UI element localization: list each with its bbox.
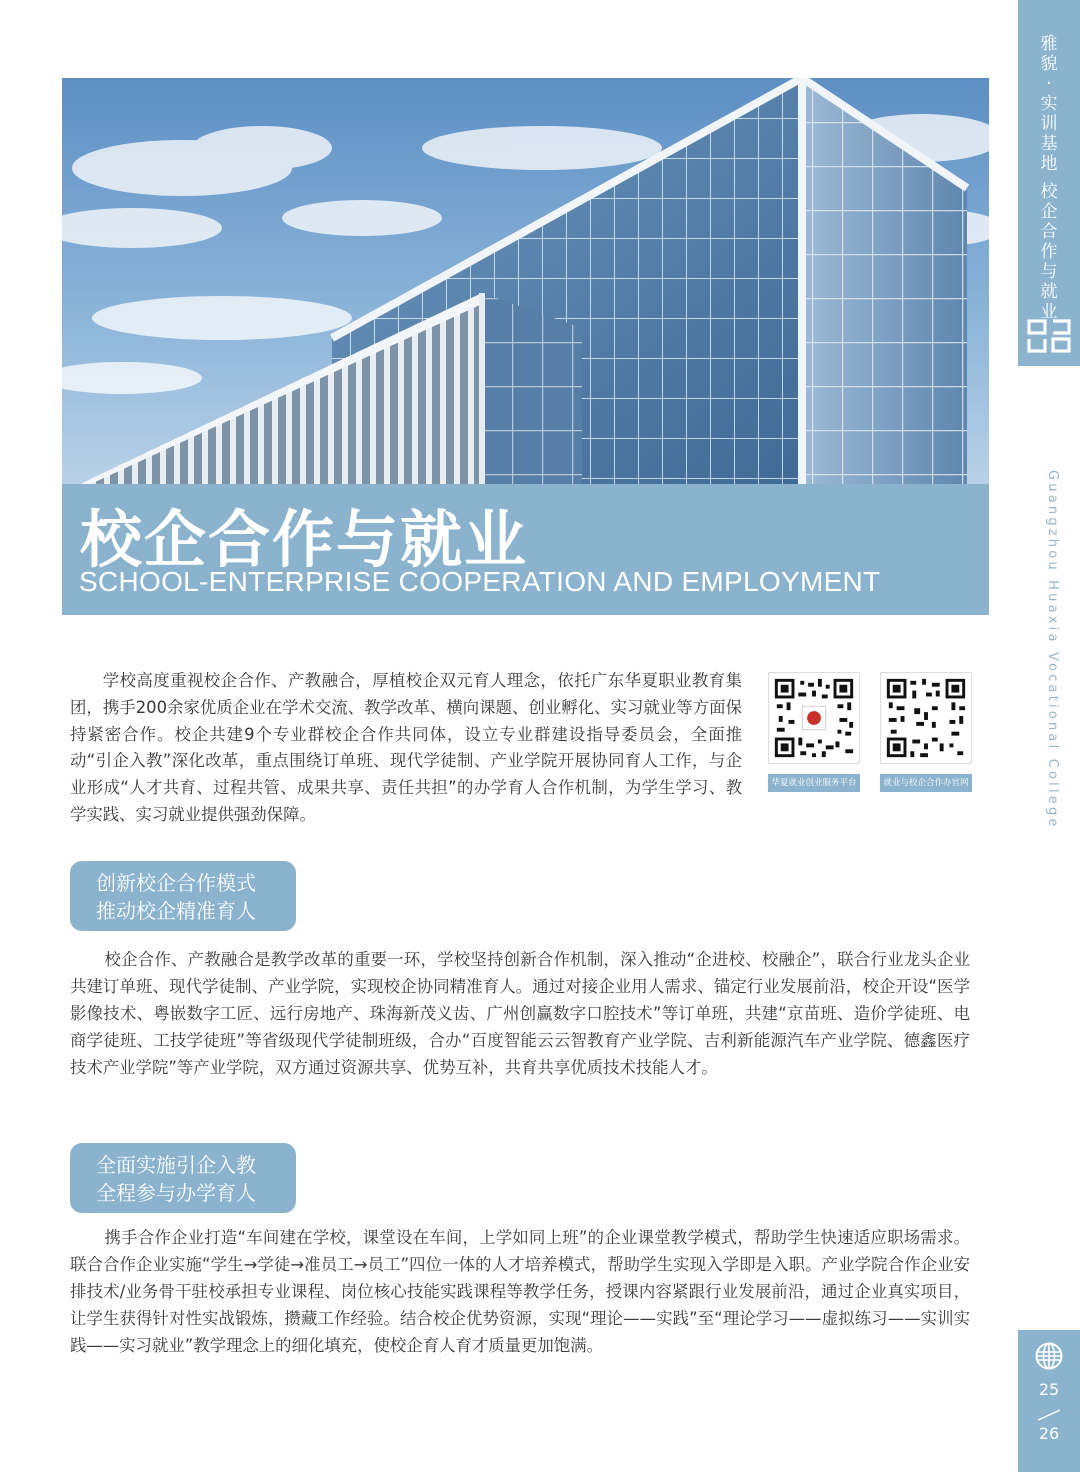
college-name-vertical: Guangzhou Huaxia Vocational College	[1045, 470, 1060, 830]
side-char: 企	[1040, 202, 1058, 222]
page-separator	[1036, 1408, 1062, 1422]
section-heading-2	[70, 1143, 296, 1213]
side-char: 貌	[1040, 54, 1058, 74]
side-char: 训	[1040, 114, 1058, 134]
side-char: 合	[1040, 222, 1058, 242]
page-number-left: 25	[1038, 1380, 1060, 1399]
side-spacer	[1018, 174, 1080, 182]
page-number-tab	[1018, 1330, 1080, 1472]
side-char: 作	[1040, 242, 1058, 262]
college-logo-icon	[1025, 318, 1073, 354]
side-char: 与	[1040, 262, 1058, 282]
section-paragraph-1: 校企合作、产教融合是教学改革的重要一环，学校坚持创新合作机制，深入推动“企进校、校融企”，联合行业龙头企业共建订单班、现代学徒制、产业学院，实现校企协同精准育人。通过对接企业用人需求、锚定行业发展前沿，校企开设“医学影像技术、粤嵌数字工匠、远行房地产、珠海新茂义齿、广州创赢数字口腔技术”等订单班，共建“京苗班、造价学徒班、电商学徒班、工技学徒班”等省级现代学徒制班级，合办“百度智能云云智教育产业学院、吉利新能源汽车产业学院、德鑫医疗技术产业学院”等产业学院，双方通过资源共享、优势互补，共育共享优质技术技能人才。	[70, 950, 970, 1077]
section-heading-line: 创新校企合作模式	[96, 871, 256, 895]
intro-paragraph: 学校高度重视校企合作、产教融合，厚植校企双元育人理念，依托广东华夏职业教育集团，携手200余家优质企业在学术交流、教学改革、横向课题、创业孵化、实习就业等方面保持紧密合作。校企共建9个专业群校企合作共同体，设立专业群建设指导委员会，全面推动“引企入教”深化改革，重点围绕订单班、现代学徒制、产业学院开展协同育人工作，与企业形成“人才共育、过程共管、成果共享、责任共担”的办学育人合作机制，为学生学习、教学实践、实习就业提供强劲保障。	[70, 671, 742, 824]
side-char: 业	[1040, 302, 1058, 322]
qr-caption: 就业与校企合作办官网	[880, 774, 972, 792]
side-char: 实	[1040, 94, 1058, 114]
building-illustration	[62, 78, 989, 488]
section-paragraph-2: 携手合作企业打造“车间建在学校，课堂设在车间，上学如同上班”的企业课堂教学模式，帮助学生快速适应职场需求。联合合作企业实施“学生→学徒→准员工→员工”四位一体的人才培养模式，帮助学生实现入学即是入职。产业学院合作企业安排技术/业务骨干驻校承担专业课程、岗位核心技能实践课程等教学任务，授课内容紧跟行业发展前沿，通过企业真实项目，让学生获得针对性实战锻炼，攒藏工作经验。结合校企优势资源，实现“理论——实践”至“理论学习——虚拟练习——实训实践——实习就业”教学理念上的细化填充，使校企育人育才质量更加饱满。	[70, 1228, 970, 1355]
qr-code-official-site[interactable]	[880, 672, 972, 792]
globe-icon	[1035, 1342, 1063, 1370]
side-char: 雅	[1040, 34, 1058, 54]
page-number-right: 26	[1038, 1424, 1060, 1443]
side-char: 就	[1040, 282, 1058, 302]
side-chapter-tab	[1018, 0, 1080, 366]
side-char: 地	[1040, 154, 1058, 174]
side-char: ·	[1046, 74, 1052, 94]
qr-caption: 华夏就业创业服务平台	[768, 774, 860, 792]
side-char: 基	[1040, 134, 1058, 154]
qr-code-icon	[768, 672, 860, 764]
side-chapter-title	[1018, 34, 1080, 322]
title-band	[62, 484, 989, 615]
qr-code-employment-platform[interactable]	[768, 672, 860, 792]
section-heading-1	[70, 861, 296, 931]
side-strip	[1018, 0, 1080, 1472]
section-heading-line: 全程参与办学育人	[96, 1181, 256, 1205]
page-title: 校企合作与就业	[80, 503, 529, 576]
side-char: 校	[1040, 182, 1058, 202]
section-heading-line: 推动校企精准育人	[96, 899, 256, 923]
section-heading-line: 全面实施引企入教	[96, 1153, 256, 1177]
qr-code-icon	[880, 672, 972, 764]
page-subtitle-en: SCHOOL-ENTERPRISE COOPERATION AND EMPLOYMENT	[79, 566, 881, 597]
